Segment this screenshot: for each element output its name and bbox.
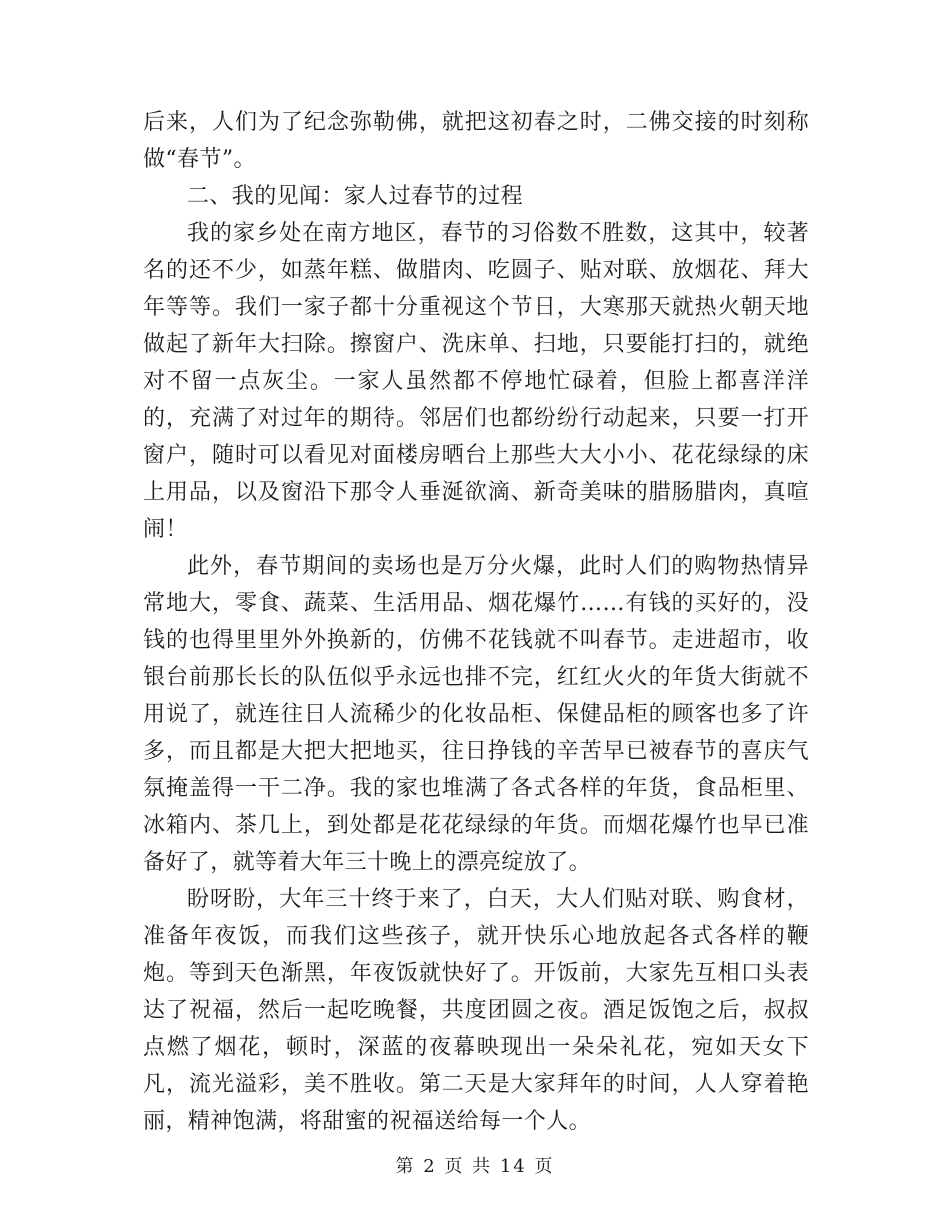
document-body [143,104,809,1140]
paragraph-2: 我的家乡处在南方地区，春节的习俗数不胜数，这其中，较著名的还不少，如蒸年糕、做腊肉、吃圆子、贴对联、放烟花、拜大年等等。我们一家子都十分重视这个节日，大寒那天就热火朝天地做起了新年大扫除。擦窗户、洗床单、扫地，只要能打扫的，就绝对不留一点灰尘。一家人虽然都不停地忙碌着，但脸上都喜洋洋的，充满了对过年的期待。邻居们也都纷纷行动起来，只要一打开窗户，随时可以看见对面楼房晒台上那些大大小小、花花绿绿的床上用品，以及窗沿下那令人垂涎欲滴、新奇美味的腊肠腊肉，真喧闹！ [143,221,809,542]
paragraph-3: 此外，春节期间的卖场也是万分火爆，此时人们的购物热情异常地大，零食、蔬菜、生活用品、烟花爆竹……有钱的买好的，没钱的也得里里外外换新的，仿佛不花钱就不叫春节。走进超市，收银台前那长长的队伍似乎永远也排不完，红红火火的年货大街就不用说了，就连往日人流稀少的化妆品柜、保健品柜的顾客也多了许多，而且都是大把大把地买，往日挣钱的辛苦早已被春节的喜庆气氛掩盖得一干二净。我的家也堆满了各式各样的年货，食品柜里、冰箱内、茶几上，到处都是花花绿绿的年货。而烟花爆竹也早已准备好了，就等着大年三十晚上的漂亮绽放了。 [143,554,809,875]
paragraph-1: 后来，人们为了纪念弥勒佛，就把这初春之时，二佛交接的时刻称做“春节”。 [143,110,809,172]
paragraph-4: 盼呀盼，大年三十终于来了，白天，大人们贴对联、购食材，准备年夜饭，而我们这些孩子，就开快乐心地放起各式各样的鞭炮。等到天色渐黑，年夜饭就快好了。开饭前，大家先互相口头表达了祝福，然后一起吃晚餐，共度团圆之夜。酒足饭饱之后，叔叔点燃了烟花，顿时，深蓝的夜幕映现出一朵朵礼花，宛如天女下凡，流光溢彩，美不胜收。第二天是大家拜年的时间，人人穿着艳丽，精神饱满，将甜蜜的祝福送给每一个人。 [143,887,809,1134]
page-number-footer: 第 2 页 共 14 页 [395,1156,555,1177]
section-heading: 二、我的见闻：家人过春节的过程 [187,184,524,209]
